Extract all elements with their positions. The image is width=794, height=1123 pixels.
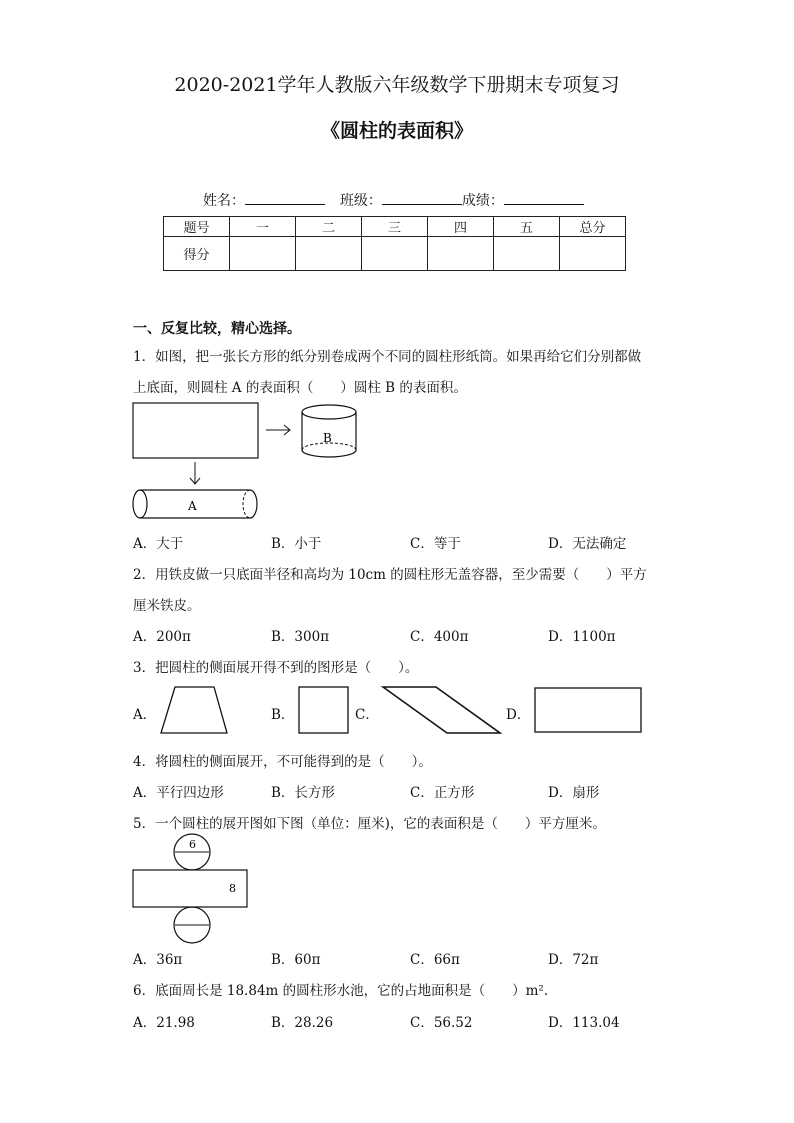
square-shape (299, 687, 348, 733)
question-4-line-1: 4．将圆柱的侧面展开，不可能得到的是（ ）。 (133, 754, 432, 770)
score-cell[interactable] (560, 237, 626, 271)
score-table-header-row (164, 217, 626, 237)
trapezoid-shape (161, 687, 227, 733)
q1-option-c[interactable]: C．等于 (410, 536, 461, 552)
q6-option-d[interactable]: D．113.04 (548, 1015, 620, 1031)
score-table-header: 总分 (560, 217, 626, 237)
question-2-line-2: 厘米铁皮。 (133, 598, 201, 614)
q4-option-c[interactable]: C．正方形 (410, 785, 475, 801)
q3-option-d[interactable]: D． (506, 707, 531, 723)
question-2-line-1: 2．用铁皮做一只底面半径和高均为 10cm 的圆柱形无盖容器，至少需要（ ）平方 (133, 567, 647, 583)
q4-option-a[interactable]: A．平行四边形 (133, 785, 224, 801)
question-1-line-1: 1．如图，把一张长方形的纸分别卷成两个不同的圆柱形纸筒。如果再给它们分别都做 (133, 349, 642, 365)
q5-option-b[interactable]: B．60π (271, 952, 321, 968)
q6-option-b[interactable]: B．28.26 (271, 1015, 334, 1031)
score-cell[interactable] (494, 237, 560, 271)
score-table-header: 二 (296, 217, 362, 237)
cylinder-b-label: B (323, 431, 332, 445)
score-table-score-row (164, 237, 626, 271)
q5-option-d[interactable]: D．72π (548, 952, 599, 968)
question-1-figure (130, 400, 370, 522)
q1-option-b[interactable]: B．小于 (271, 536, 322, 552)
document-subtitle: 《圆柱的表面积》 (320, 120, 473, 142)
question-6-line-1: 6．底面周长是 18.84m 的圆柱形水池，它的占地面积是（ ）m². (133, 983, 549, 999)
q5-option-a[interactable]: A．36π (133, 952, 183, 968)
cylinder-a-label: A (188, 499, 197, 513)
section-heading: 一、反复比较，精心选择。 (133, 321, 301, 337)
score-cell[interactable] (428, 237, 494, 271)
score-table (163, 216, 626, 271)
class-blank[interactable] (382, 190, 462, 205)
parallelogram-shape (383, 687, 500, 733)
score-table-header: 题号 (164, 217, 230, 237)
q2-option-d[interactable]: D．1100π (548, 629, 616, 645)
q6-option-a[interactable]: A．21.98 (133, 1015, 195, 1031)
q3-option-a[interactable]: A． (133, 707, 157, 723)
score-label: 成绩： (461, 193, 504, 209)
q6-option-c[interactable]: C．56.52 (410, 1015, 473, 1031)
q4-option-d[interactable]: D．扇形 (548, 785, 600, 801)
class-label: 班级： (339, 193, 382, 209)
rectangle-shape (535, 688, 641, 732)
q2-option-c[interactable]: C．400π (410, 629, 469, 645)
q5-option-c[interactable]: C．66π (410, 952, 460, 968)
name-label: 姓名： (203, 193, 245, 209)
question-3-figures (150, 685, 650, 737)
q3-option-b[interactable]: B． (271, 707, 295, 723)
question-1-line-2: 上底面，则圆柱 A 的表面积（ ）圆柱 B 的表面积。 (133, 380, 467, 396)
question-5-net-figure (130, 832, 250, 944)
score-row-label: 得分 (164, 237, 230, 271)
q4-option-b[interactable]: B．长方形 (271, 785, 335, 801)
question-3-line-1: 3．把圆柱的侧面展开得不到的图形是（ ）。 (133, 660, 419, 676)
score-table-header: 五 (494, 217, 560, 237)
q3-option-c[interactable]: C． (355, 707, 379, 723)
score-table-header: 四 (428, 217, 494, 237)
score-blank[interactable] (504, 190, 584, 205)
height-label: 8 (229, 882, 236, 895)
q1-option-a[interactable]: A．大于 (133, 536, 184, 552)
diameter-label: 6 (189, 838, 196, 851)
score-cell[interactable] (362, 237, 428, 271)
score-cell[interactable] (296, 237, 362, 271)
score-table-header: 三 (362, 217, 428, 237)
score-cell[interactable] (230, 237, 296, 271)
q1-option-d[interactable]: D．无法确定 (548, 536, 627, 552)
q2-option-b[interactable]: B．300π (271, 629, 330, 645)
name-blank[interactable] (245, 190, 325, 205)
score-table-header: 一 (230, 217, 296, 237)
question-5-line-1: 5．一个圆柱的展开图如下图（单位：厘米)，它的表面积是（ ）平方厘米。 (133, 816, 606, 832)
paper-rectangle (133, 403, 258, 458)
q2-option-a[interactable]: A．200π (133, 629, 191, 645)
document-title: 2020-2021学年人教版六年级数学下册期末专项复习 (174, 74, 620, 96)
student-info-line (203, 190, 584, 210)
